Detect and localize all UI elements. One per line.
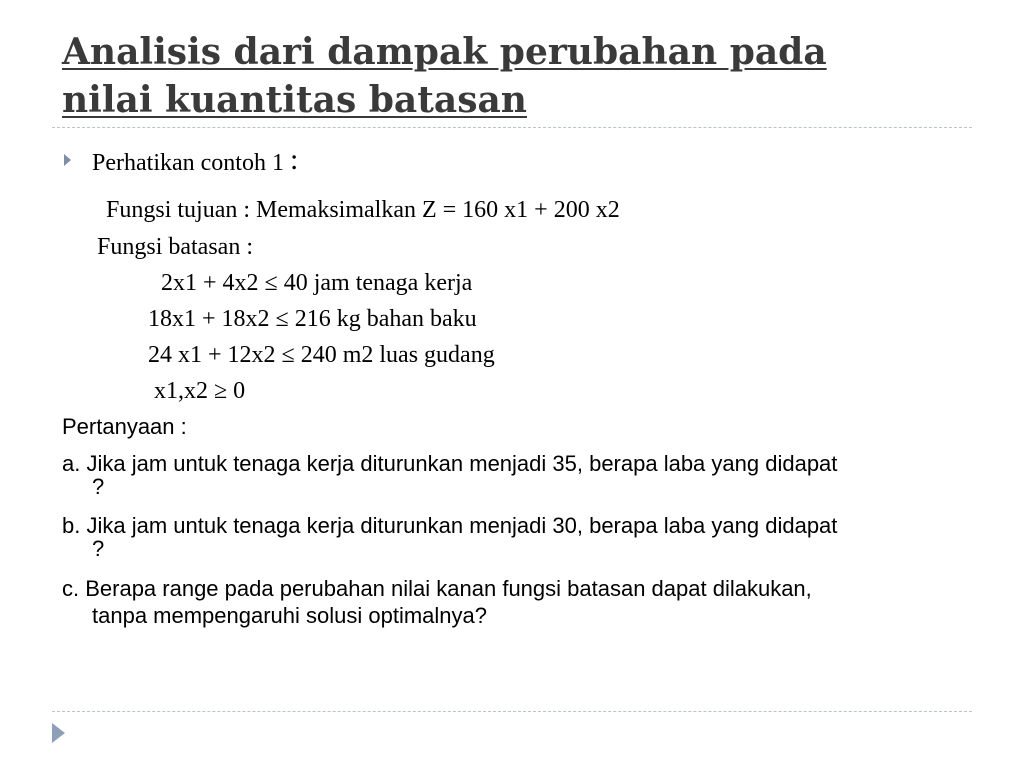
constraint-material: 18x1 + 18x2 ≤ 216 kg bahan baku [148,306,477,332]
constraint-warehouse: 24 x1 + 12x2 ≤ 240 m2 luas gudang [148,342,495,368]
question-b-line-1: b. Jika jam untuk tenaga kerja diturunkan menjadi 30, berapa laba yang didapat [62,513,838,538]
objective-function: Fungsi tujuan : Memaksimalkan Z = 160 x1 + 200 x2 [106,197,620,223]
constraint-nonnegativity: x1,x2 ≥ 0 [154,378,246,404]
question-b-line-2: ? [92,536,105,561]
question-a-line-2: ? [92,474,105,499]
question-c-line-2: tanpa mempengaruhi solusi optimalnya? [92,603,488,628]
slide-title-line-1: Analisis dari dampak perubahan pada [62,31,827,73]
slide-title [62,28,962,124]
bullet-text: Perhatikan contoh 1 [92,150,284,176]
questions-label: Pertanyaan : [62,414,187,439]
slide-title-line-2: nilai kuantitas batasan [62,79,527,121]
constraints-label: Fungsi batasan : [97,234,253,260]
question-a-line-1: a. Jika jam untuk tenaga kerja diturunkan menjadi 35, berapa laba yang didapat [62,451,838,476]
title-divider [52,127,972,128]
constraint-labor: 2x1 + 4x2 ≤ 40 jam tenaga kerja [161,270,473,296]
bullet-colon: : [289,143,299,176]
footer-arrow-icon [52,723,65,743]
question-c-line-1: c. Berapa range pada perubahan nilai kanan fungsi batasan dapat dilakukan, [62,576,812,601]
footer-divider [52,711,972,712]
bullet-item [92,143,299,177]
bullet-arrow-icon [64,154,71,166]
